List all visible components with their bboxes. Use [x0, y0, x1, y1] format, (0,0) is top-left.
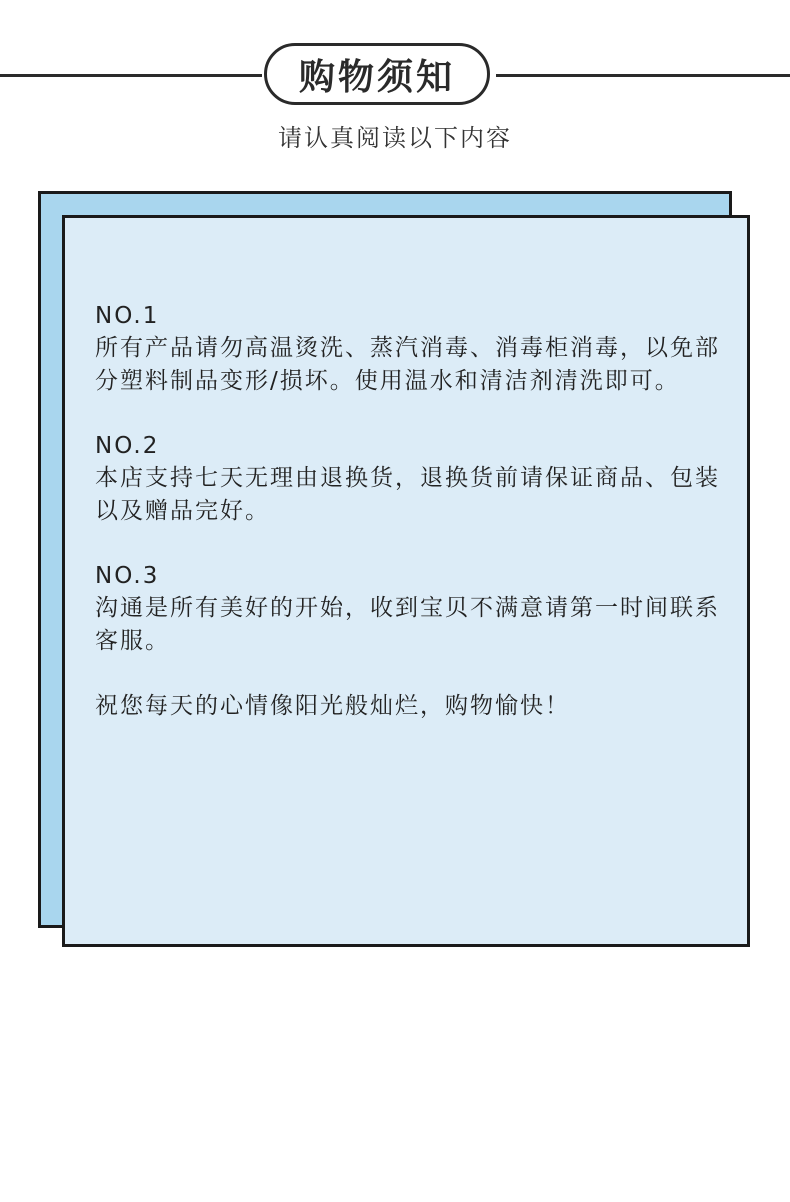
closing-message: 祝您每天的心情像阳光般灿烂，购物愉快！	[95, 693, 570, 719]
header-divider-right	[496, 74, 790, 77]
notice-text: 本店支持七天无理由退换货，退换货前请保证商品、包装以及赠品完好。	[95, 465, 720, 524]
notice-label: NO.3	[95, 563, 160, 589]
page-title: 购物须知	[298, 56, 455, 98]
title-badge	[264, 43, 490, 105]
notice-section-2	[95, 430, 729, 528]
header-divider-left	[0, 74, 262, 77]
notice-text: 沟通是所有美好的开始，收到宝贝不满意请第一时间联系客服。	[95, 595, 720, 654]
notice-card	[62, 215, 750, 947]
notice-section-3	[95, 560, 729, 658]
page-subtitle: 请认真阅读以下内容	[278, 124, 512, 152]
notice-label: NO.1	[95, 303, 160, 329]
notice-label: NO.2	[95, 433, 160, 459]
notice-text: 所有产品请勿高温烫洗、蒸汽消毒、消毒柜消毒，以免部分塑料制品变形/损坏。使用温水和清洁剂清洗即可。	[95, 335, 720, 394]
notice-section-1	[95, 300, 729, 398]
